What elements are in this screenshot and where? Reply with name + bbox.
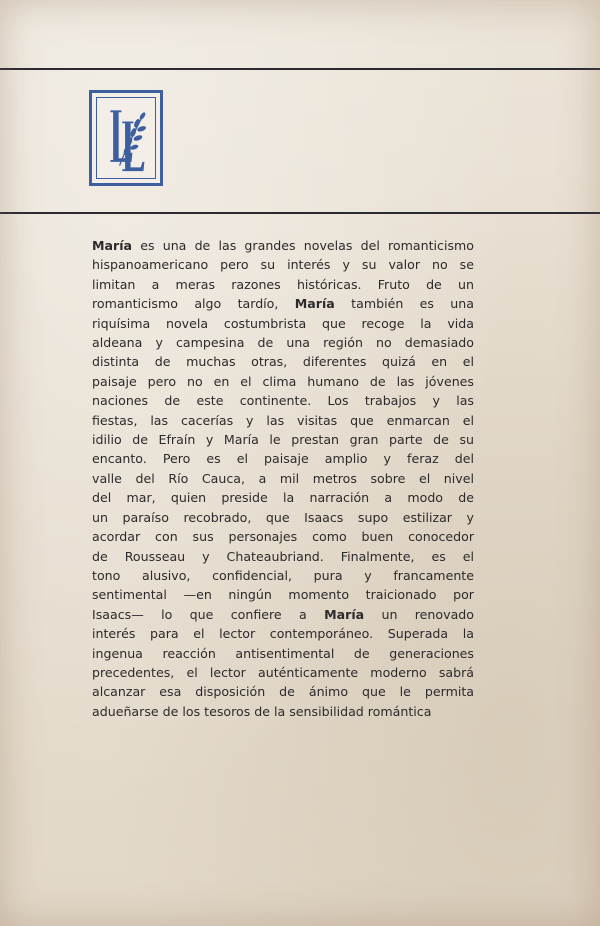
synopsis-line bbox=[92, 605, 474, 624]
synopsis-line bbox=[92, 702, 474, 721]
synopsis-fragment: precedentes, el lector auténticamente moderno sabrá bbox=[92, 664, 474, 680]
publisher-logo bbox=[89, 90, 163, 186]
synopsis-line bbox=[92, 352, 474, 371]
ll-laurel-logo-icon bbox=[92, 93, 160, 183]
synopsis-fragment: distinta de muchas otras, diferentes quizá en el bbox=[92, 354, 474, 370]
synopsis-fragment: del mar, quien preside la narración a modo de bbox=[92, 490, 474, 506]
title-emphasis: María bbox=[294, 296, 335, 312]
synopsis-fragment: tono alusivo, confidencial, pura y francamente bbox=[92, 567, 474, 583]
title-emphasis: María bbox=[92, 238, 133, 253]
synopsis-fragment: ingenua reacción antisentimental de generaciones bbox=[92, 645, 474, 661]
synopsis-line bbox=[92, 275, 474, 294]
synopsis-line bbox=[92, 527, 474, 546]
synopsis-text bbox=[92, 236, 474, 721]
synopsis-fragment: acordar con sus personajes como buen conocedor bbox=[92, 529, 474, 545]
top-rule bbox=[0, 68, 600, 70]
synopsis-line bbox=[92, 566, 474, 585]
synopsis-fragment: de Rousseau y Chateaubriand. Finalmente, es el bbox=[92, 548, 474, 564]
synopsis-line bbox=[92, 391, 474, 410]
synopsis-line bbox=[92, 333, 474, 352]
bottom-rule bbox=[0, 212, 600, 214]
synopsis-fragment: Isaacs— lo que confiere a bbox=[92, 606, 325, 622]
synopsis-line bbox=[92, 294, 474, 313]
synopsis-fragment: idilio de Efraín y María le prestan gran parte de su bbox=[92, 432, 474, 448]
synopsis-fragment: alcanzar esa disposición de ánimo que le permita bbox=[92, 684, 474, 700]
synopsis-fragment: sentimental —en ningún momento traicionado por bbox=[92, 587, 474, 603]
synopsis-line bbox=[92, 644, 474, 663]
synopsis-line bbox=[92, 663, 474, 682]
synopsis-line bbox=[92, 255, 474, 274]
synopsis-line bbox=[92, 469, 474, 488]
synopsis-line bbox=[92, 372, 474, 391]
synopsis-fragment: romanticismo algo tardío, bbox=[92, 296, 295, 312]
title-emphasis: María bbox=[324, 606, 365, 622]
synopsis-line bbox=[92, 411, 474, 430]
synopsis-fragment: es una de las grandes novelas del romanticismo bbox=[132, 238, 474, 253]
synopsis-fragment: naciones de este continente. Los trabajos y las bbox=[92, 393, 474, 409]
synopsis-line bbox=[92, 488, 474, 507]
synopsis-line bbox=[92, 547, 474, 566]
synopsis-line bbox=[92, 624, 474, 643]
synopsis-fragment: limitan a meras razones históricas. Fruto de un bbox=[92, 276, 474, 292]
synopsis-line bbox=[92, 585, 474, 604]
synopsis-line bbox=[92, 682, 474, 701]
synopsis-fragment: adueñarse de los tesoros de la sensibilidad romántica bbox=[92, 703, 432, 719]
synopsis-line bbox=[92, 314, 474, 333]
synopsis-fragment: también es una bbox=[334, 296, 474, 312]
synopsis-line bbox=[92, 430, 474, 449]
synopsis-fragment: riquísima novela costumbrista que recoge la vida bbox=[92, 315, 474, 331]
synopsis-line bbox=[92, 449, 474, 468]
synopsis-fragment: valle del Río Cauca, a mil metros sobre el nivel bbox=[92, 470, 474, 486]
synopsis-fragment: aldeana y campesina de una región no demasiado bbox=[92, 335, 474, 351]
synopsis-fragment: fiestas, las cacerías y las visitas que enmarcan el bbox=[92, 412, 474, 428]
synopsis-fragment: interés para el lector contemporáneo. Superada la bbox=[92, 626, 474, 642]
synopsis-fragment: un renovado bbox=[364, 606, 474, 622]
synopsis-fragment: hispanoamericano pero su interés y su valor no se bbox=[92, 257, 474, 273]
synopsis-line bbox=[92, 508, 474, 527]
synopsis-fragment: encanto. Pero es el paisaje amplio y feraz del bbox=[92, 451, 474, 467]
synopsis-fragment: un paraíso recobrado, que Isaacs supo estilizar y bbox=[92, 509, 474, 525]
synopsis-fragment: paisaje pero no en el clima humano de las jóvenes bbox=[92, 373, 474, 389]
synopsis-line bbox=[92, 236, 474, 255]
